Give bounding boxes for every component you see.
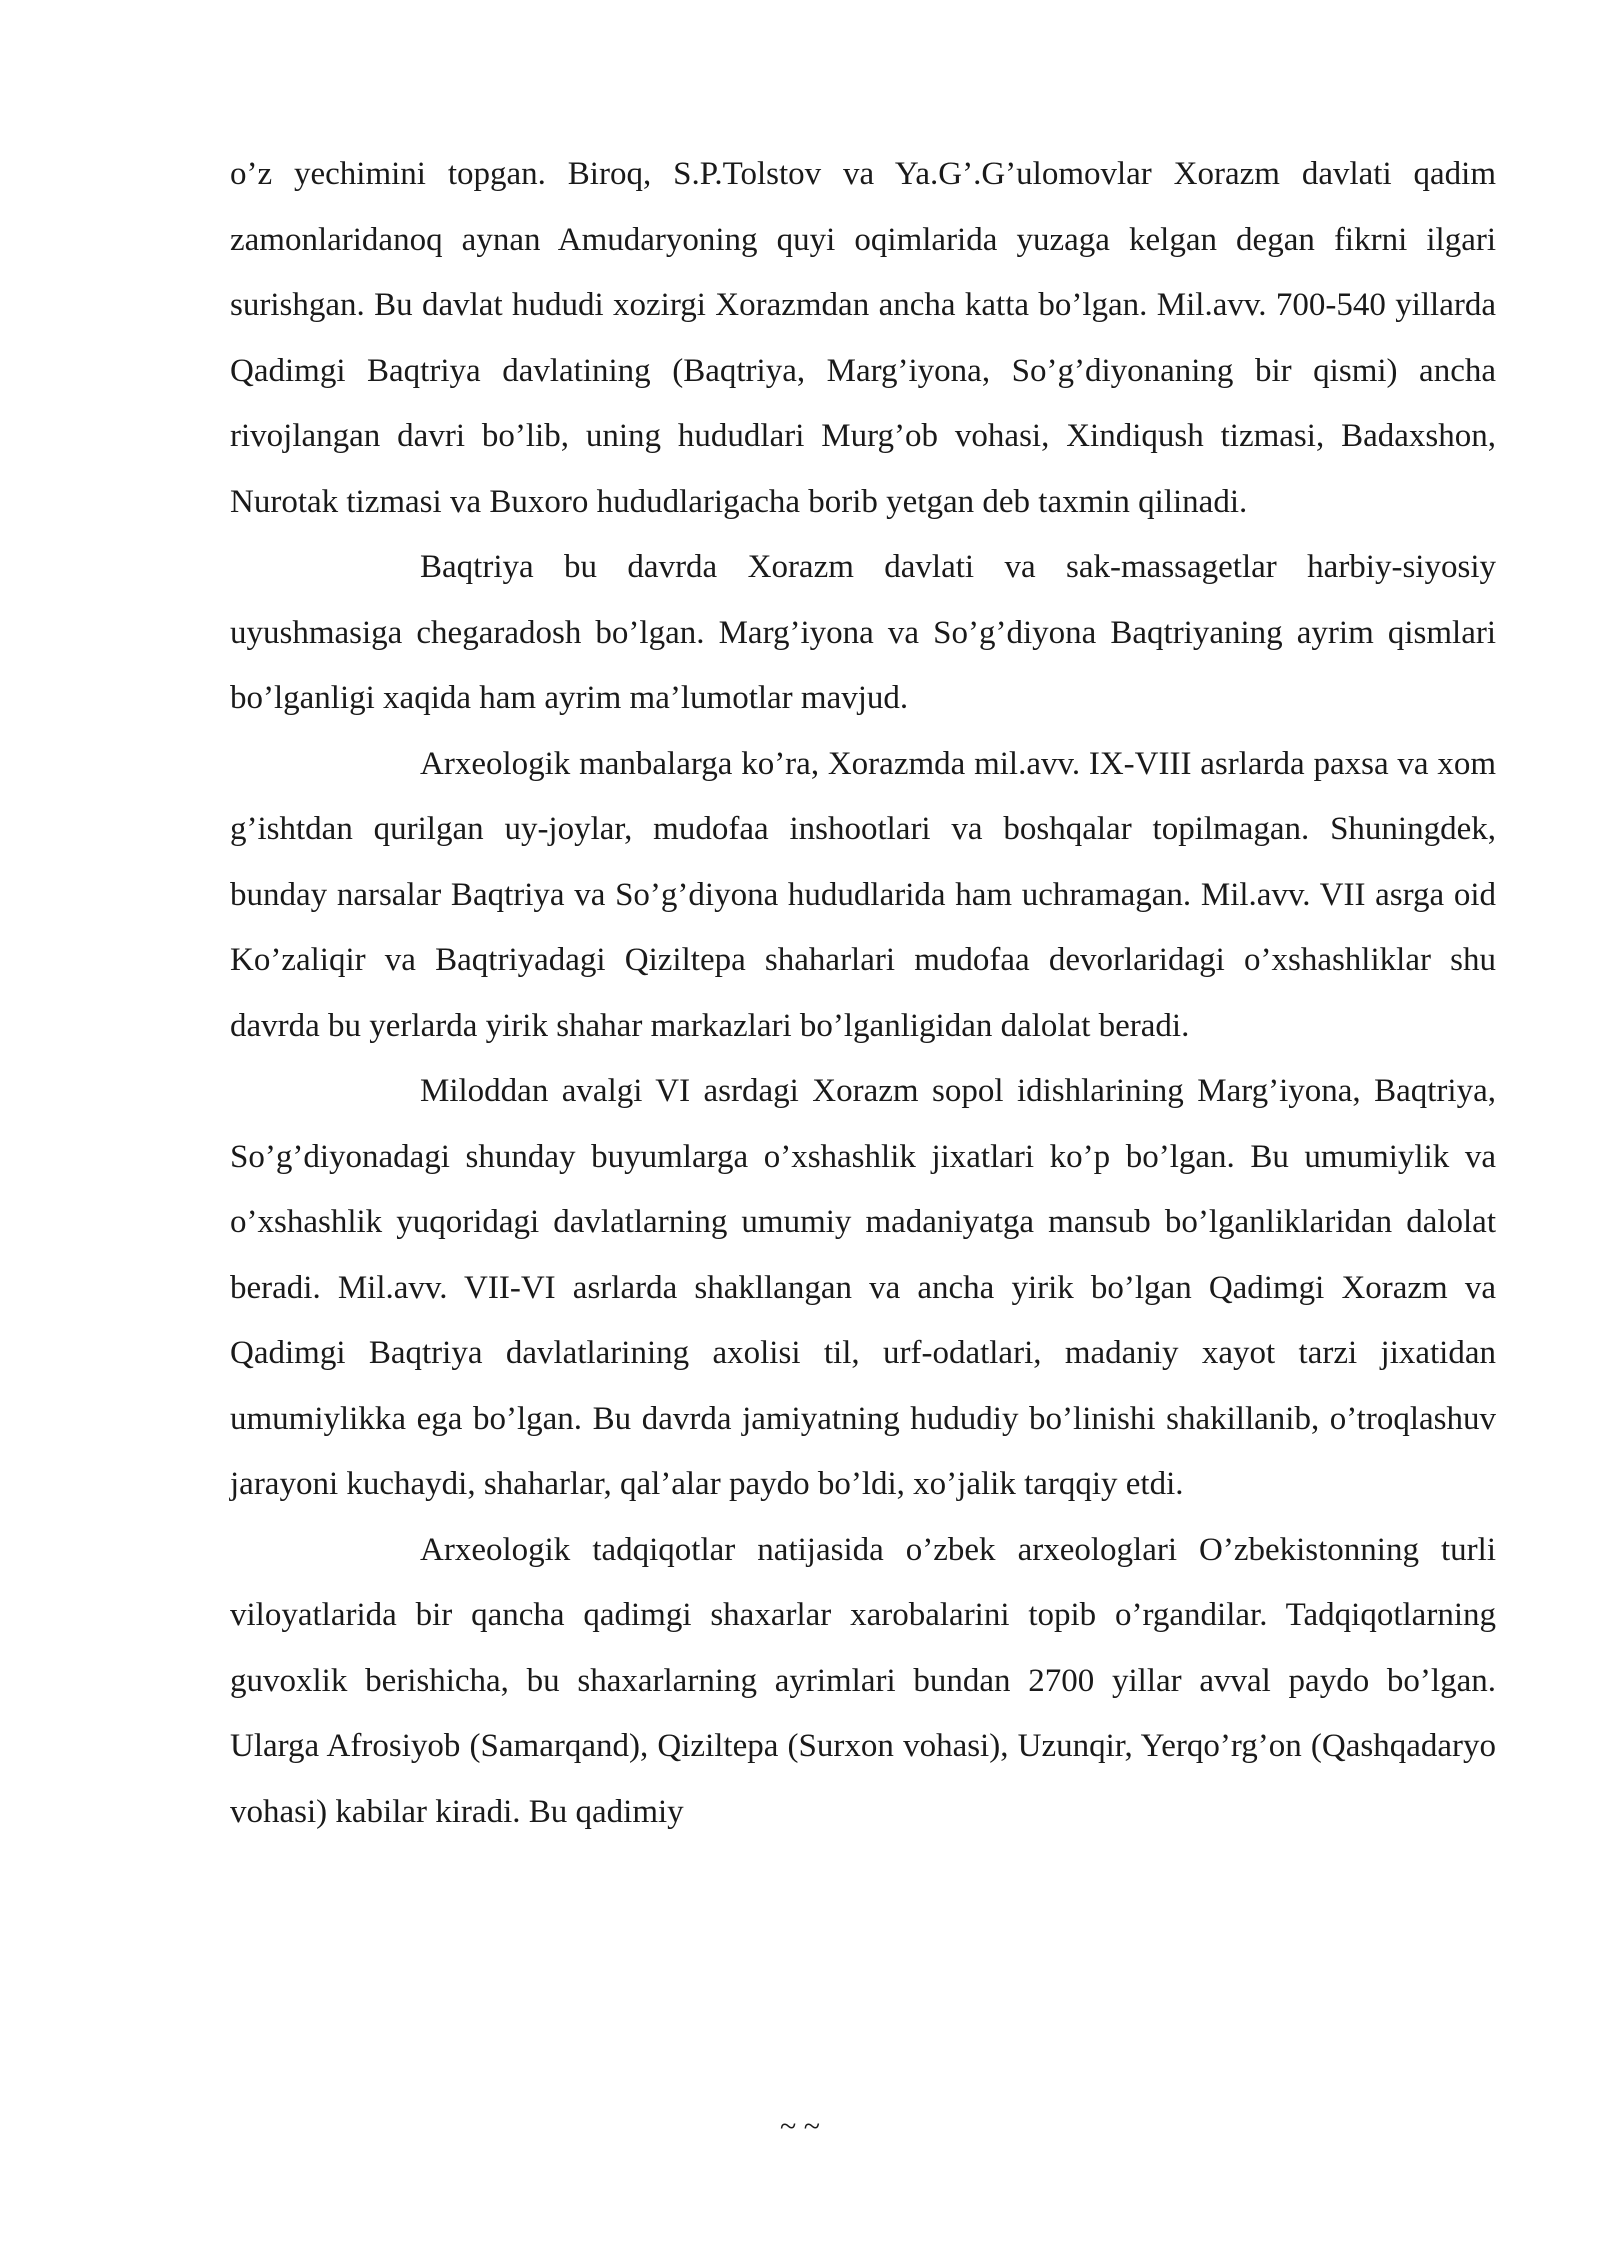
paragraph-2: Baqtriya bu davrda Xorazm davlati va sak-massagetlar harbiy-siyosiy uyushmasiga chegaradosh bo’lgan. Marg’iyona va So’g’diyona Baqtriyaning ayrim qismlari bo’lganligi xaqida ham ayrim ma’lumotlar mavjud. <box>230 549 1496 716</box>
paragraph-3: Arxeologik manbalarga ko’ra, Xorazmda mil.avv. IX-VIII asrlarda paxsa va xom g’ishtdan qurilgan uy-joylar, mudofaa inshootlari va boshqalar topilmagan. Shuningdek, bunday narsalar Baqtriya va So’g’diyona hududlarida ham uchramagan. Mil.avv. VII asrga oid Ko’zaliqir va Baqtriyadagi Qiziltepa shaharlari mudofaa devorlaridagi o’xshashliklar shu davrda bu yerlarda yirik shahar markazlari bo’lganligidan dalolat beradi. <box>230 745 1496 1044</box>
document-page <box>230 142 1496 1845</box>
paragraph-1: o’z yechimini topgan. Biroq, S.P.Tolstov va Ya.G’.G’ulomovlar Xorazm davlati qadim zamonlaridanoq aynan Amudaryoning quyi oqimlarida yuzaga kelgan degan fikrni ilgari surishgan. Bu davlat hududi xozirgi Xorazmdan ancha katta bo’lgan. Mil.avv. 700-540 yillarda Qadimgi Baqtriya davlatining (Baqtriya, Marg’iyona, So’g’diyonaning bir qismi) ancha rivojlangan davri bo’lib, uning hududlari Murg’ob vohasi, Xindiqush tizmasi, Badaxshon, Nurotak tizmasi va Buxoro hududlarigacha borib yetgan deb taxmin qilinadi. <box>230 156 1496 520</box>
page-footer: ~ ~ <box>780 2110 820 2143</box>
paragraph-5: Arxeologik tadqiqotlar natijasida o’zbek arxeologlari O’zbekistonning turli viloyatlarida bir qancha qadimgi shaxarlar xarobalarini topib o’rgandilar. Tadqiqotlarning guvoxlik berishicha, bu shaxarlarning ayrimlari bundan 2700 yillar avval paydo bo’lgan. Ularga Afrosiyob (Samarqand), Qiziltepa (Surxon vohasi), Uzunqir, Yerqo’rg’on (Qashqadaryo vohasi) kabilar kiradi. Bu qadimiy <box>230 1531 1496 1830</box>
paragraph-4: Miloddan avalgi VI asrdagi Xorazm sopol idishlarining Marg’iyona, Baqtriya, So’g’diyonadagi shunday buyumlarga o’xshashlik jixatlari ko’p bo’lgan. Bu umumiylik va o’xshashlik yuqoridagi davlatlarning umumiy madaniyatga mansub bo’lganliklaridan dalolat beradi. Mil.avv. VII-VI asrlarda shakllangan va ancha yirik bo’lgan Qadimgi Xorazm va Qadimgi Baqtriya davlatlarining axolisi til, urf-odatlari, madaniy xayot tarzi jixatidan umumiylikka ega bo’lgan. Bu davrda jamiyatning hududiy bo’linishi shakillanib, o’troqlashuv jarayoni kuchaydi, shaharlar, qal’alar paydo bo’ldi, xo’jalik tarqqiy etdi. <box>230 1073 1496 1502</box>
